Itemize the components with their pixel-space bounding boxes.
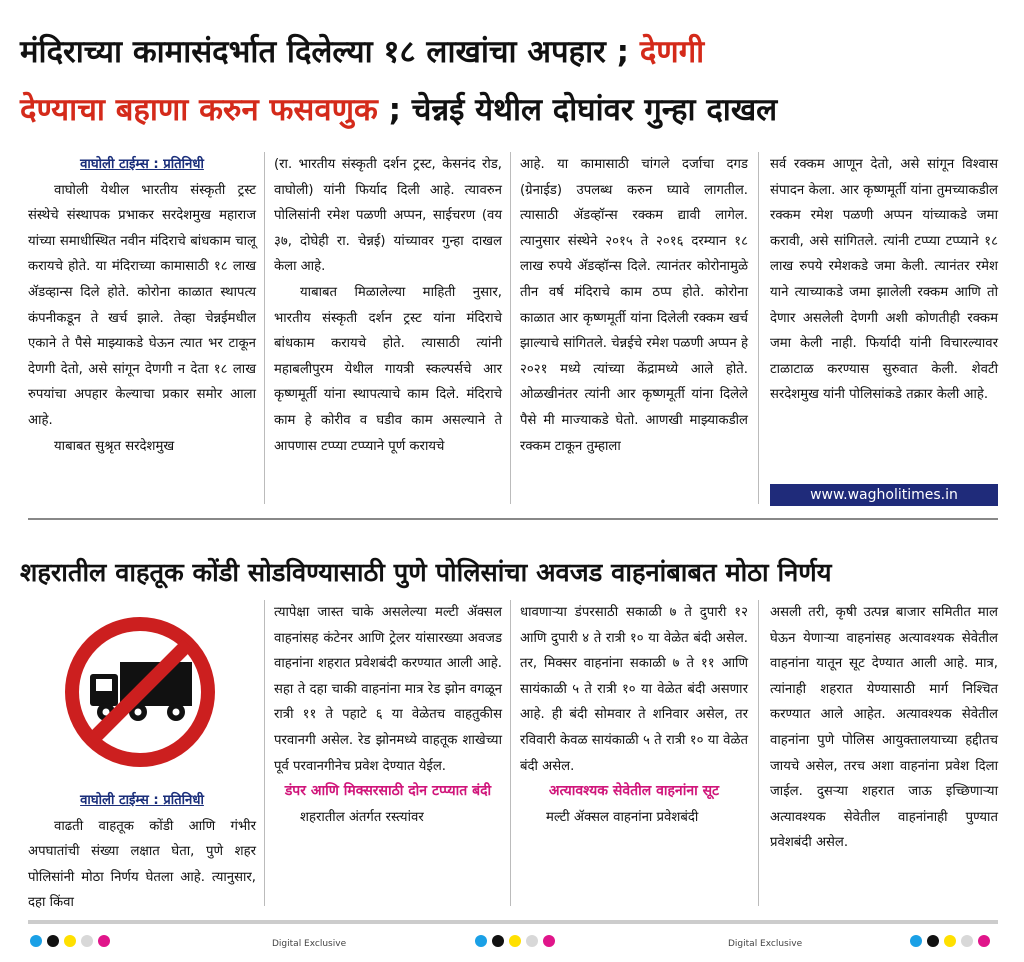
article1-col4-text: सर्व रक्कम आणून देतो, असे सांगून विश्वास संपादन केला. आर कृष्णमूर्ती यांना तुमच्याकडील रक्कम रमेश पळणी अप्पन यांच्याकडे जमा करावी, असे सांगितले. त्यांनी टप्प्या टप्प्याने १८ लाख रुपये रमेशकडे जमा केली. त्यानंतर रमेश याने त्याच्याकडे जमा झालेली रक्कम आणि तो देणार असलेली देणगी अशी कोणतीही रक्कम जमा केली नाही. फिर्यादी यांनी विचारल्यावर टाळाटाळ करण्यास सुरुवात केली. शेवटी सरदेशमुख यांनी पोलिसांकडे तक्रार केली आहे. <box>770 157 998 403</box>
footer-label-left: Digital Exclusive <box>272 939 347 949</box>
color-registration-marks-right <box>910 935 990 947</box>
registration-dot <box>944 935 956 947</box>
article1-col2-p1: (रा. भारतीय संस्कृती दर्शन ट्रस्ट, केसनंद रोड, वाघोली) यांनी फिर्याद दिली आहे. त्यावरुन पोलिसांनी रमेश पळणी अप्पन, साईचरण (वय ३७, दोघेही रा. चेन्नई) यांच्यावर गुन्हा दाखल केला आहे. <box>274 157 502 275</box>
article1-column-4 <box>770 152 998 408</box>
article1-column-3 <box>520 152 748 459</box>
article1-col1-text: वाघोली येथील भारतीय संस्कृती ट्रस्ट संस्थेचे संस्थापक प्रभाकर सरदेशमुख महाराज यांच्या समाधीस्थित नवीन मंदिराचे बांधकाम चालू करायचे होते. या मंदिराच्या कामासाठी १८ लाख ॲडव्हान्स दिले होते. कोरोना काळात स्थापत्य कंपनीकडून ते खर्च झाले. तेव्हा चेन्नईमधील एकाने ते पैसे माझ्याकडे घेऊन त्यात भर टाकून देणगी देतो, असे सांगून देणगी न देता १८ लाख रुपयांचा अपहार केल्याचा प्रकार समोर आला आहे. <box>28 182 256 428</box>
registration-dot <box>526 935 538 947</box>
registration-dot <box>47 935 59 947</box>
article2-col2-tail: शहरातील अंतर्गत रस्त्यांवर <box>300 809 424 825</box>
column-divider <box>758 600 759 906</box>
registration-dot <box>978 935 990 947</box>
registration-dot <box>927 935 939 947</box>
column-divider <box>264 152 265 504</box>
color-registration-marks-left <box>30 935 110 947</box>
registration-dot <box>98 935 110 947</box>
article1-column-1 <box>28 152 256 459</box>
footer-label-right: Digital Exclusive <box>728 939 803 949</box>
registration-dot <box>64 935 76 947</box>
article2-col1-text: वाढती वाहतूक कोंडी आणि गंभीर अपघातांची संख्या लक्षात घेता, पुणे शहर पोलिसांनी मोठा निर्णय घेतला आहे. त्यानुसार, दहा किंवा <box>28 818 256 911</box>
article-separator <box>28 518 998 520</box>
column-divider <box>264 600 265 906</box>
article2-headline: शहरातील वाहतूक कोंडी सोडविण्यासाठी पुणे पोलिसांचा अवजड वाहनांबाबत मोठा निर्णय <box>20 558 832 588</box>
headline1-red-part: देणगी <box>639 34 705 70</box>
article2-column-4 <box>770 600 998 856</box>
article1-column-2 <box>274 152 502 459</box>
footer-rule <box>28 920 998 924</box>
article1-byline: वाघोली टाईम्स : प्रतिनिधी <box>80 157 204 172</box>
headline2-red-part: देण्याचा बहाणा करुन फसवणुक <box>20 92 378 128</box>
article1-col1-tail: याबाबत सुश्रृत सरदेशमुख <box>54 438 175 454</box>
registration-dot <box>30 935 42 947</box>
registration-dot <box>910 935 922 947</box>
article2-column-3 <box>520 600 748 830</box>
article2-subhead-2: अत्यावश्यक सेवेतील वाहनांना सूट <box>548 783 720 800</box>
no-truck-icon <box>60 612 220 772</box>
website-url-banner[interactable]: www.wagholitimes.in <box>770 484 998 506</box>
article1-headline-line2 <box>20 88 1010 132</box>
column-divider <box>510 600 511 906</box>
registration-dot <box>475 935 487 947</box>
column-divider <box>758 152 759 504</box>
registration-dot <box>492 935 504 947</box>
headline1-part: मंदिराच्या कामासंदर्भात दिलेल्या १८ लाखांचा अपहार ; <box>20 34 630 70</box>
column-divider <box>510 152 511 504</box>
article2-col4-text: असली तरी, कृषी उत्पन्न बाजार समितीत माल घेऊन येणाऱ्या वाहनांसह अत्यावश्यक सेवेतील वाहनांना यातून सूट देण्यात आली आहे. मात्र, त्यांनाही शहरात येण्यासाठी मार्ग निश्चित करण्यात आले आहेत. अत्यावश्यक सेवेतील वाहनांना पुणे पोलिस आयुक्तालयाच्या हद्दीतच जायचे असेल, तरच अशा वाहनांना प्रवेश दिला जाईल. दुसऱ्या शहरात जाऊ इच्छिणाऱ्या अत्यावश्यक सेवेतील वाहनांनाही पुण्यात प्रवेशबंदी असेल. <box>770 605 998 851</box>
headline2-part: ; चेन्नई येथील दोघांवर गुन्हा दाखल <box>388 92 778 128</box>
article2-column-1 <box>28 788 256 916</box>
color-registration-marks-center <box>475 935 555 947</box>
article2-byline: वाघोली टाईम्स : प्रतिनिधी <box>80 793 204 808</box>
registration-dot <box>509 935 521 947</box>
article2-col3-text: धावणाऱ्या डंपरसाठी सकाळी ७ ते दुपारी १२ आणि दुपारी ४ ते रात्री १० या वेळेत बंदी असेल. तर, मिक्सर वाहनांना सकाळी ७ ते ११ आणि सायंकाळी ५ ते रात्री १० या वेळेत बंदी असणार आहे. ही बंदी सोमवार ते शनिवार असेल, तर रविवारी केवळ सायंकाळी ५ ते रात्री १० या वेळेत बंदी असेल. <box>520 605 748 774</box>
article2-col2-text: त्यापेक्षा जास्त चाके असलेल्या मल्टी ॲक्सल वाहनांसह कंटेनर आणि ट्रेलर यांसारख्या अवजड वाहनांना शहरात प्रवेशबंदी करण्यात आली आहे. सहा ते दहा चाकी वाहनांना मात्र रेड झोन वगळून रात्री ११ ते पहाटे ६ या वेळेतच वाहतुकीस परवानगी असेल. रेड झोनमध्ये वाहतूक शाखेच्या पूर्व परवानगीनेच प्रवेश देण्यात येईल. <box>274 605 502 774</box>
registration-dot <box>543 935 555 947</box>
article1-headline-line1 <box>20 30 1010 74</box>
registration-dot <box>81 935 93 947</box>
article1-col2-p2: याबाबत मिळालेल्या माहिती नुसार, भारतीय संस्कृती दर्शन ट्रस्ट यांना मंदिराचे बांधकाम करायचे होते. त्यासाठी त्यांनी महाबलीपुरम येथील गायत्री स्कल्पर्सचे आर कृष्णमूर्ती यांना स्थापत्याचे काम दिले. मंदिराचे काम हे कोरीव व घडीव काम असल्याने ते आपणास टप्प्या टप्प्याने पूर्ण करायचे <box>274 284 502 454</box>
article2-subhead-1: डंपर आणि मिक्सरसाठी दोन टप्प्यात बंदी <box>284 783 492 800</box>
article1-col3-text: आहे. या कामासाठी चांगले दर्जाचा दगड (ग्रेनाईड) उपलब्ध करुन घ्यावे लागतील. त्यासाठी ॲडव्हॉन्स रक्कम द्यावी लागेल. त्यानुसार संस्थेने २०१५ ते २०१६ दरम्यान १८ लाख रुपये ॲडव्हॉन्स दिले. त्यानंतर कोरोनामुळे तीन वर्ष मंदिराचे काम ठप्प होते. कोरोना काळात आर कृष्णमूर्ती यांना दिलेली रक्कम खर्च झाल्याचे सांगितले. चेन्नईचे रमेश पळणी अप्पन हे २०२१ मध्ये त्यांच्या केंद्रामध्ये आले होते. ओळखीनंतर त्यांनी आर कृष्णमूर्ती यांना दिलेले पैसे मी माज्याकडे घेतो. आणखी माझ्याकडील रक्कम टाकून तुम्हाला <box>520 157 748 454</box>
article2-col3-tail: मल्टी ॲक्सल वाहनांना प्रवेशबंदी <box>546 809 699 825</box>
article2-column-2 <box>274 600 502 830</box>
registration-dot <box>961 935 973 947</box>
